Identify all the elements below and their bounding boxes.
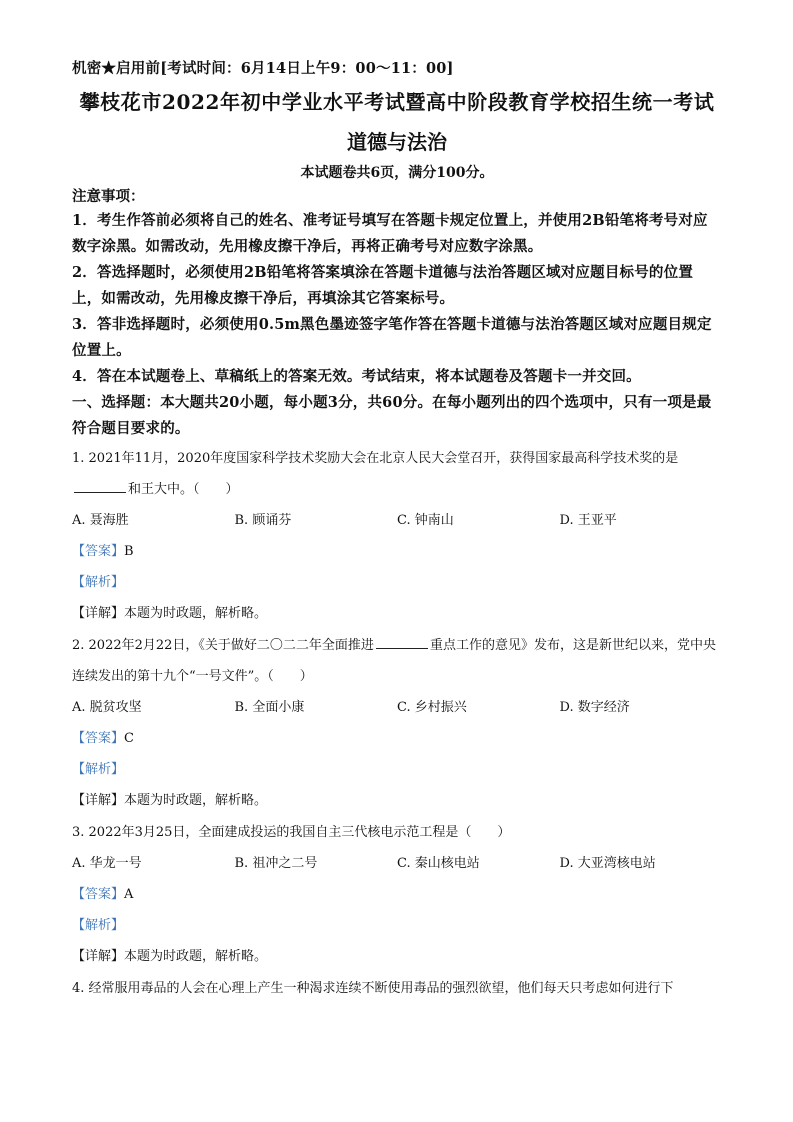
answer-value: B (124, 544, 134, 559)
question-2 (72, 630, 722, 816)
answer-value: A (124, 887, 134, 902)
answer-label: 【答案】 (72, 544, 125, 559)
pages-info: 本试题卷共6页，满分100分。 (300, 165, 494, 181)
option-c: C. 秦山核电站 (397, 856, 480, 871)
question-stem (72, 630, 722, 692)
option-b: B. 顾诵芬 (234, 513, 292, 528)
fill-blank (376, 634, 428, 649)
options-row (72, 848, 722, 879)
section-heading: 一、选择题：本大题共20小题，每小题3分，共60分。在每小题列出的四个选项中，只有一项是最符合题目要求的。 (72, 394, 712, 437)
option-d: D. 大亚湾核电站 (559, 856, 656, 871)
fill-blank (74, 478, 126, 493)
option-c: C. 乡村振兴 (397, 700, 467, 715)
analysis-label: 【解析】 (72, 575, 125, 590)
exam-page (72, 58, 722, 1004)
options-row (72, 692, 722, 723)
question-text: 2. 2022年2月22日，《关于做好二〇二二年全面推进 (72, 638, 374, 653)
detail-row (72, 941, 722, 972)
question-stem: 4. 经常服用毒品的人会在心理上产生一种渴求连续不断使用毒品的强烈欲望，他们每天只考虑如何进行下 (72, 981, 674, 996)
question-text-cont: 和王大中。（ ） (128, 482, 239, 497)
note-item-3: 3．答非选择题时，必须使用0.5m黑色墨迹签字笔作答在答题卡道德与法治答题区域对应题目规定位置上。 (72, 316, 712, 359)
detail-label: 【详解】 (72, 793, 125, 808)
option-b: B. 祖冲之二号 (234, 856, 318, 871)
question-3 (72, 817, 722, 972)
notes-title: 注意事项： (72, 188, 145, 205)
answer-label: 【答案】 (72, 887, 125, 902)
option-a: A. 脱贫攻坚 (72, 700, 142, 715)
confidential-line: 机密★启用前[考试时间：6月14日上午9：00～11：00] (72, 60, 454, 77)
option-a: A. 华龙一号 (72, 856, 142, 871)
subject-title: 道德与法治 (347, 130, 447, 154)
detail-text: 本题为时政题，解析略。 (124, 793, 268, 808)
option-d: D. 数字经济 (559, 700, 630, 715)
question-1 (72, 443, 722, 629)
analysis-label: 【解析】 (72, 918, 125, 933)
detail-label: 【详解】 (72, 606, 125, 621)
analysis-label: 【解析】 (72, 762, 125, 777)
question-text-cont: 重点工作的意见》发布，这是新世纪以来，党中央连续发出的第十九个“一号文件”。（ ） (72, 638, 716, 684)
answer-row (72, 723, 722, 754)
option-b: B. 全面小康 (234, 700, 305, 715)
detail-text: 本题为时政题，解析略。 (124, 606, 268, 621)
analysis-row (72, 754, 722, 785)
detail-row (72, 785, 722, 816)
detail-text: 本题为时政题，解析略。 (124, 949, 268, 964)
option-d: D. 王亚平 (559, 513, 617, 528)
exam-title: 攀枝花市2022年初中学业水平考试暨高中阶段教育学校招生统一考试 (79, 90, 715, 114)
detail-label: 【详解】 (72, 949, 125, 964)
question-stem (72, 443, 722, 505)
question-text: 1. 2021年11月，2020年度国家科学技术奖励大会在北京人民大会堂召开，获得国家最高科学技术奖的是 (72, 451, 679, 466)
question-stem: 3. 2022年3月25日，全面建成投运的我国自主三代核电示范工程是（ ） (72, 825, 511, 840)
answer-row (72, 879, 722, 910)
detail-row (72, 598, 722, 629)
answer-row (72, 536, 722, 567)
answer-label: 【答案】 (72, 731, 125, 746)
answer-value: C (124, 731, 134, 746)
note-item-2: 2．答选择题时，必须使用2B铅笔将答案填涂在答题卡道德与法治答题区域对应题目标号的位置上，如需改动，先用橡皮擦干净后，再填涂其它答案标号。 (72, 264, 694, 307)
analysis-row (72, 567, 722, 598)
options-row (72, 505, 722, 536)
question-4 (72, 973, 722, 1004)
note-item-1: 1．考生作答前必须将自己的姓名、准考证号填写在答题卡规定位置上，并使用2B铅笔将考号对应数字涂黑。如需改动，先用橡皮擦干净后，再将正确考号对应数字涂黑。 (72, 212, 708, 255)
analysis-row (72, 910, 722, 941)
note-item-4: 4．答在本试题卷上、草稿纸上的答案无效。考试结束，将本试题卷及答题卡一并交回。 (72, 368, 641, 385)
option-a: A. 聂海胜 (72, 513, 129, 528)
option-c: C. 钟南山 (397, 513, 454, 528)
